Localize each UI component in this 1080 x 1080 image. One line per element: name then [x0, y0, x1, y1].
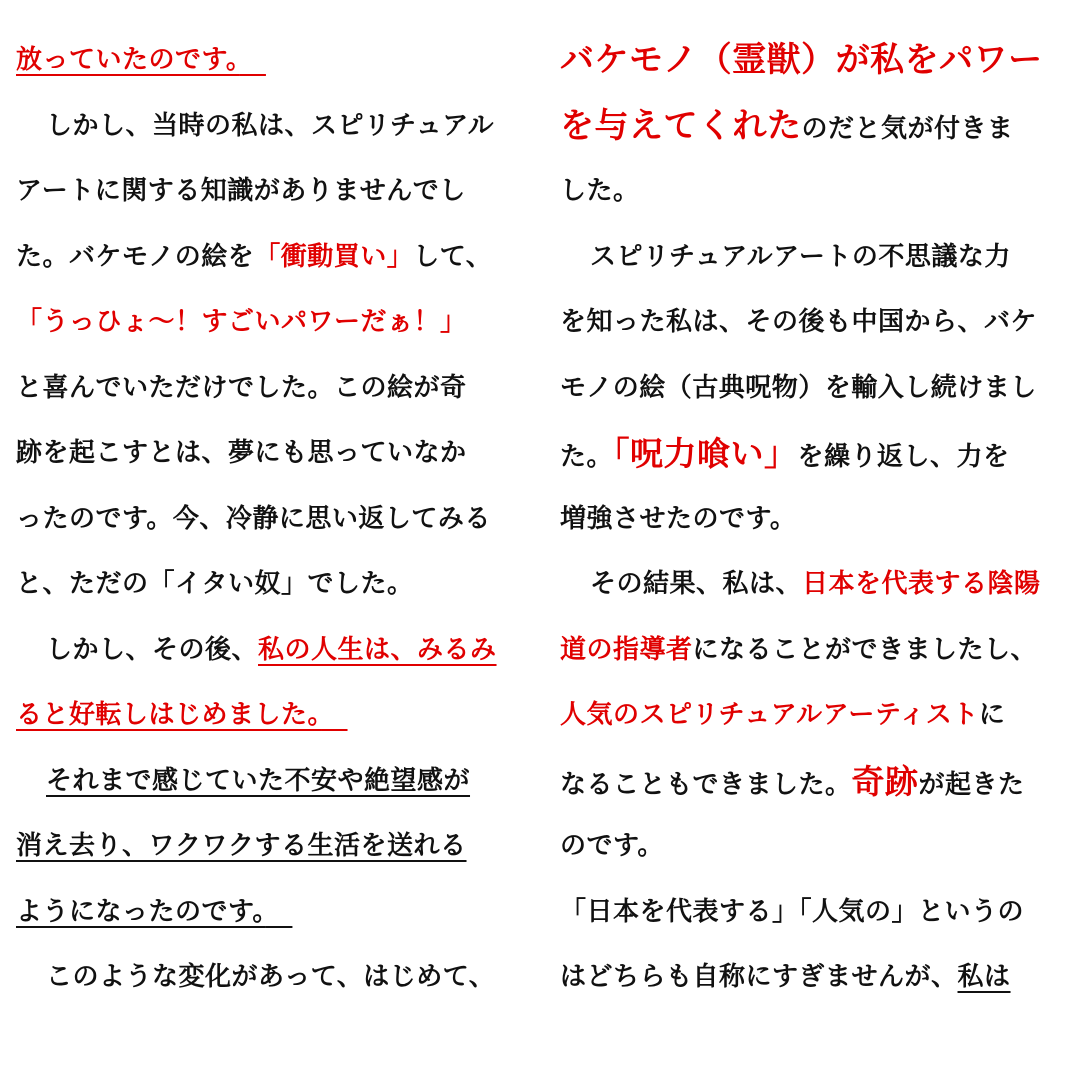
text-line: のです。 [560, 831, 664, 861]
highlighted-text: 放っていたのです。 [16, 45, 240, 75]
highlighted-text: 日本を代表する陰陽 [802, 569, 1041, 599]
highlighted-quote: 「うっひょ～！すごいパワーだぁ！」 [16, 307, 467, 337]
text-span: に [978, 700, 1006, 730]
underlined-text: 私は [957, 962, 1011, 992]
highlighted-text: 道の指導者 [560, 634, 693, 665]
left-column [16, 28, 526, 1011]
highlighted-heading: を与えてくれた [560, 105, 802, 146]
text-span: して、 [413, 241, 493, 272]
text-line [16, 683, 526, 749]
text-line: スピリチュアルアートの不思議な力 [590, 241, 1011, 272]
highlighted-heading: バケモノ（霊獣）が私をパワー [560, 40, 1043, 80]
text-line: しかし、当時の私は、スピリチュアル [46, 110, 495, 141]
text-span: が起きた [918, 769, 1025, 800]
text-line [560, 552, 1075, 618]
text-line [560, 421, 1075, 487]
text-line [16, 749, 526, 815]
text-line [560, 945, 1075, 1011]
text-span: はどちらも自称にすぎませんが、 [560, 962, 958, 992]
highlighted-text: 「呪力喰い」 [613, 434, 798, 473]
highlighted-text: 人気のスピリチュアルアーティスト [560, 700, 979, 730]
highlighted-text: 奇跡 [851, 761, 919, 801]
text-span: しかし、その後、 [46, 634, 259, 665]
text-span: のだと気が付きま [801, 113, 1014, 144]
text-line: した。 [560, 176, 640, 206]
text-line [560, 94, 1075, 160]
text-line: アートに関する知識がありませんでし [16, 176, 466, 206]
underlined-text: ようになったのです。 [16, 896, 266, 927]
text-line: 「日本を代表する」「人気の」というの [560, 896, 1025, 927]
text-line [16, 225, 526, 291]
highlighted-text: ると好転しはじめました。 [16, 700, 322, 730]
text-line: ったのです。今、冷静に思い返してみる [16, 503, 491, 534]
text-span: になることができましたし、 [692, 634, 1038, 665]
text-span: なることもできました。 [560, 769, 852, 800]
text-line [560, 28, 1075, 94]
text-span: た。バケモノの絵を [16, 241, 255, 272]
text-line [560, 618, 1075, 684]
right-column [560, 28, 1075, 1011]
text-line [560, 749, 1075, 815]
text-line: このような変化があって、はじめて、 [46, 962, 496, 992]
text-line [560, 683, 1075, 749]
highlighted-text: 私の人生は、みるみ [258, 634, 497, 665]
text-span: その結果、私は、 [590, 569, 803, 599]
text-line: モノの絵（古典呪物）を輸入し続けまし [560, 372, 1037, 403]
text-span: を繰り返し、力を [797, 442, 1010, 472]
text-line: 増強させたのです。 [560, 503, 797, 534]
text-line [16, 28, 526, 94]
highlighted-text: 「衝動買い」 [254, 241, 414, 272]
text-line: 跡を起こすとは、夢にも思っていなか [16, 438, 467, 468]
text-line [16, 880, 526, 946]
text-line [16, 618, 526, 684]
text-line [16, 814, 526, 880]
text-line: と、ただの「イタい奴」でした。 [16, 569, 414, 599]
underlined-text: 消え去り、ワクワクする生活を送れる [16, 831, 467, 861]
text-span: た。 [560, 442, 614, 472]
text-line: を知った私は、その後も中国から、バケ [560, 307, 1038, 337]
underlined-text: それまで感じていた不安や絶望感が [46, 765, 471, 796]
text-line: と喜んでいただけでした。この絵が奇 [16, 372, 467, 403]
